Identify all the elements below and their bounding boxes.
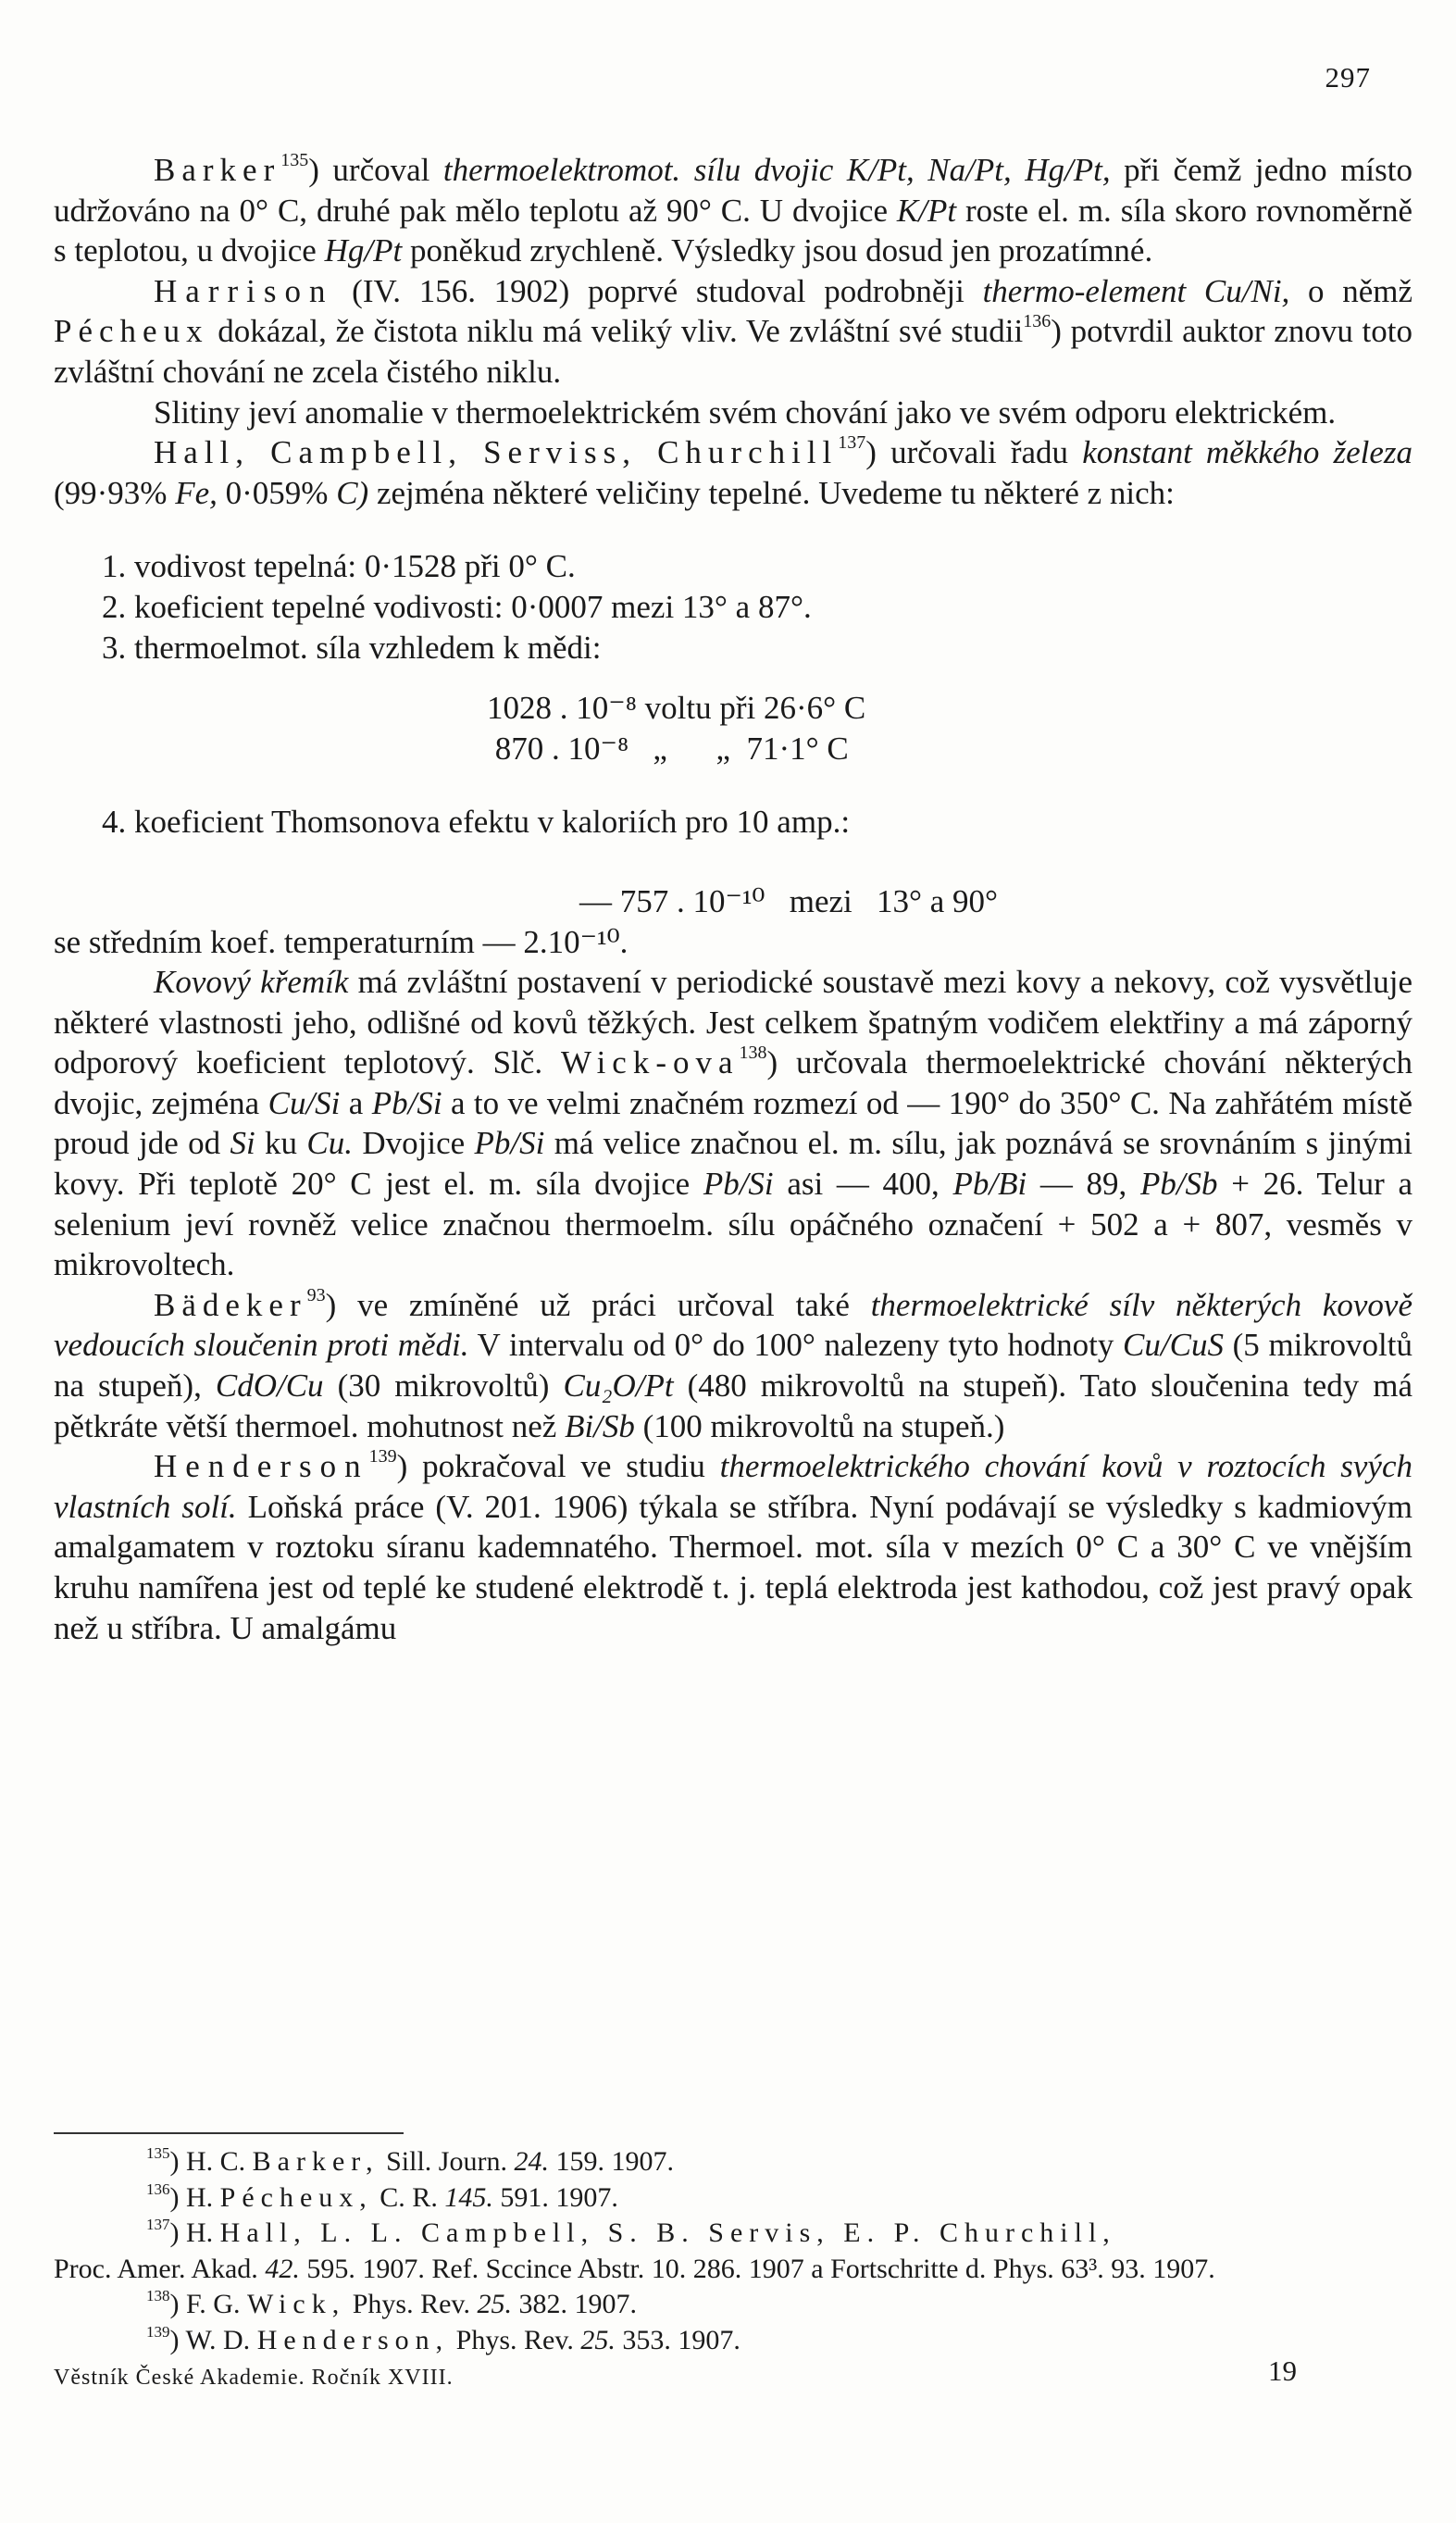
signature-mark: 19 <box>1268 2354 1297 2387</box>
footnote: $^{139}$) W. D. Henderson, Phys. Rev. 25. 353. 1907. <box>146 2322 740 2355</box>
formula-conclusion: se středním koef. temperaturním — 2.10⁻¹⁰. <box>54 923 628 960</box>
author-names: Hall, Campbell, Serviss, Churchill <box>154 434 839 471</box>
paragraph-slitiny: Slitiny jeví anomalie v thermoelektrickém svém chování jako ve svém odporu elektrickém. <box>154 393 1337 431</box>
formula-line: 870 . 10⁻⁸ „ „ 71·1° C <box>487 730 849 767</box>
author-name: Pécheux <box>54 313 209 350</box>
paragraph-badeker: Bädeker$^{93}$) ve zmíněné už práci určoval také thermoelektrické sílv některých kovově vedoucích sloučenin proti mědi. V intervalu od 0° do 100° nalezeny tyto hodnoty Cu/CuS (5 mikrovoltů na stupeň), CdO/Cu (30 mikrovoltů) Cu₂O/Pt (480 mikrovoltů na stupeň). Tato sloučenina tedy má pětkráte větší thermoel. mohutnost než Bi/Sb (100 mikrovoltů na stupeň.) <box>54 1284 1413 1444</box>
list-item: 1. vodivost tepelná: 0·1528 při 0° C. <box>102 548 576 585</box>
thomson-formula: — 757 . 10⁻¹⁰ mezi 13° a 90° <box>579 882 999 919</box>
footnote: $^{137}$) H. Hall, L. L. Campbell, S. B. Servis, E. P. Churchill, <box>146 2216 1116 2248</box>
paragraph-henderson: Henderson$^{139}$) pokračoval ve studiu thermoelektrického chování kovů v roztocích svých vlastních solí. Loňská práce (V. 201. 1906) týkala se stříbra. Nyní podávají se výsledky s kadmiovým amalgamatem v roztoku síranu kademnatého. Thermoel. mot. síla v mezích 0° C a 30° C ve vnějším kruhu namířena jest od teplé ke studené elektrodě t. j. teplá elektroda jest kathodou, což jest pravý opak než u stříbra. U amalgámu <box>54 1446 1412 1646</box>
formula-line: 1028 . 10⁻⁸ voltu při 26·6° C <box>487 690 866 727</box>
list-item: 2. koeficient tepelné vodivosti: 0·0007 mezi 13° a 87°. <box>102 588 812 625</box>
footnote-ref: 138 <box>739 1043 767 1064</box>
footnote-ref: 137 <box>838 432 866 454</box>
page-number: 297 <box>1325 61 1371 94</box>
author-name: Barker <box>154 152 281 188</box>
list-item: 3. thermoelmot. síla vzhledem k mědi: <box>102 629 602 666</box>
author-name: Wick-ova <box>560 1044 740 1081</box>
journal-footer: Věstník České Akademie. Ročník XVIII. <box>54 2366 454 2390</box>
paragraph-kremik: Kovový křemík má zvláštní postavení v periodické soustavě mezi kovy a nekovy, což vysvětluje některé vlastnosti jeho, odlišné od kovů těžkých. Jest celkem špatným vodičem elektřiny a má záporný odporový koeficient teplotový. Slč. Wick-ova$^{138}$) určovala thermoelektrické chování některých dvojic, zejména Cu/Si a Pb/Si a to ve velmi značném rozmezí od — 190° do 350° C. Na zahřátém místě proud jde od Si ku Cu. Dvojice Pb/Si má velice značnou el. m. sílu, jak poznává se srovnáním s jinými kovy. Při teplotě 20° C jest el. m. síla dvojice Pb/Si asi — 400, Pb/Bi — 89, Pb/Sb + 26. Telur a selenium jeví rovněž velice značnou thermoelm. sílu opáčného označení + 502 a + 807, vesměs v mikrovoltech. <box>54 964 1413 1283</box>
footnote: $^{135}$) H. C. Barker, Sill. Journ. 24. 159. 1907. <box>146 2144 674 2177</box>
footnote-ref: 136 <box>1023 311 1052 332</box>
footnote-ref: 139 <box>368 1446 397 1468</box>
footnote-continuation: Proc. Amer. Akad. 42. 595. 1907. Ref. Sccince Abstr. 10. 286. 1907 a Fortschritte d. Phys. 63³. 93. 1907. <box>54 2253 1215 2284</box>
thermoemf-formula <box>54 688 1412 768</box>
list-item: 4. koeficient Thomsonova efektu v kaloriích pro 10 amp.: <box>102 804 851 841</box>
footnote-ref: 135 <box>280 150 309 170</box>
footnote-ref: 93 <box>306 1284 326 1305</box>
footnotes <box>54 2144 1412 2358</box>
footnote-divider <box>54 2132 404 2134</box>
footnote: $^{136}$) H. Pécheux, C. R. 145. 591. 1907. <box>146 2180 618 2213</box>
paragraph-hall: Hall, Campbell, Serviss, Churchill$^{137}$) určovali řadu konstant měkkého železa (99·93% Fe, 0·059% C) zejména některé veličiny tepelné. Uvedeme tu některé z nich: <box>54 432 1412 511</box>
author-name: Harrison <box>154 272 334 309</box>
property-list <box>54 546 1412 668</box>
paragraph-harrison: Harrison (IV. 156. 1902) poprvé studoval podrobněji thermo-element Cu/Ni, o němž Pécheux dokázal, že čistota niklu má veliký vliv. Ve zvláštní své studii$^{136}$) potvrdil auktor znovu toto zvláštní chování ne zcela čistého niklu. <box>54 272 1412 390</box>
footnote: $^{138}$) F. G. Wick, Phys. Rev. 25. 382. 1907. <box>146 2287 637 2319</box>
author-name: Henderson <box>154 1448 369 1485</box>
paragraph-barker: Barker$^{135}$) určoval thermoelektromot. sílu dvojic K/Pt, Na/Pt, Hg/Pt, při čemž jedno místo udržováno na 0° C, druhé pak mělo teplotu až 90° C. U dvojice K/Pt roste el. m. síla skoro rovnoměrně s teplotou, u dvojice Hg/Pt poněkud zrychleně. Výsledky jsou dosud jen prozatímné. <box>54 150 1412 269</box>
body-text <box>54 150 1412 1648</box>
author-name: Bädeker <box>154 1286 307 1323</box>
property-list-continued <box>54 802 1412 843</box>
